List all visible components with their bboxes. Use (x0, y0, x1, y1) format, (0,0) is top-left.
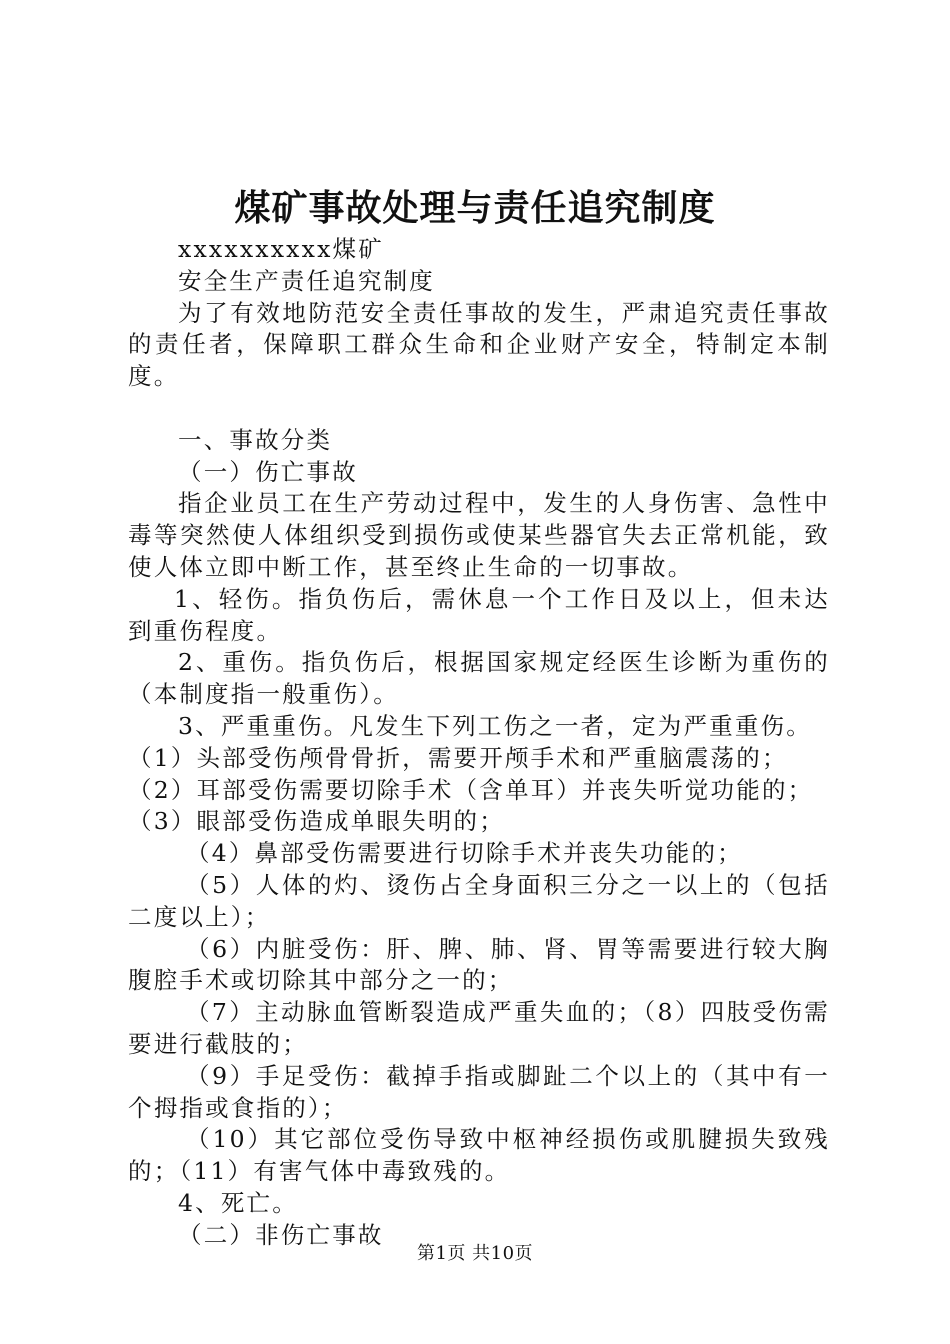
list-item-eye-injury: （3）眼部受伤造成单眼失明的； (128, 807, 505, 836)
paragraph-serious-injury: 2、重伤。指负伤后，根据国家规定经医生诊断为重伤的（本制度指一般重伤）。 (128, 648, 830, 709)
paragraph-death: 4、死亡。 (178, 1188, 298, 1217)
page-number-footer: 第1页 共10页 (416, 1243, 534, 1264)
paragraph-severe-injury: 3、严重重伤。凡发生下列工伤之一者，定为严重重伤。 (178, 711, 812, 740)
list-item-artery-limb-injury: （7）主动脉血管断裂造成严重失血的；（8）四肢受伤需要进行截肢的； (128, 998, 830, 1058)
list-item-head-injury: （1）头部受伤颅骨骨折，需要开颅手术和严重脑震荡的； (128, 743, 788, 772)
list-item-organ-injury: （6）内脏受伤：肝、脾、肺、肾、胃等需要进行较大胸腹腔手术或切除其中部分之一的； (128, 934, 830, 995)
paragraph-purpose: 为了有效地防范安全责任事故的发生，严肃追究责任事故的责任者，保障职工群众生命和企业财产安全，特制定本制度。 (128, 298, 830, 391)
list-item-nose-injury: （4）鼻部受伤需要进行切除手术并丧失功能的； (186, 839, 743, 868)
paragraph-casualty-definition: 指企业员工在生产劳动过程中，发生的人身伤害、急性中毒等突然使人体组织受到损伤或使某些器官失去正常机能，致使人体立即中断工作，甚至终止生命的一切事故。 (128, 489, 830, 581)
subheading-non-casualty-accident: （二）非伤亡事故 (178, 1220, 384, 1249)
paragraph-system-name: 安全生产责任追究制度 (178, 266, 435, 295)
list-item-ear-injury: （2）耳部受伤需要切除手术（含单耳）并丧失听觉功能的； (128, 775, 814, 804)
paragraph-mine-name: xxxxxxxxxx煤矿 (178, 235, 384, 263)
list-item-nerve-gas-injury: （10）其它部位受伤导致中枢神经损伤或肌腱损失致残的；（11）有害气体中毒致残的。 (128, 1125, 830, 1186)
subheading-casualty-accident: （一）伤亡事故 (178, 457, 358, 486)
paragraph-minor-injury: 1、轻伤。指负伤后，需休息一个工作日及以上，但未达到重伤程度。 (128, 584, 830, 645)
document-title: 煤矿事故处理与责任追究制度 (234, 187, 716, 229)
document-body (128, 234, 830, 1252)
list-item-hand-foot-injury: （9）手足受伤：截掉手指或脚趾二个以上的（其中有一个拇指或食指的）； (128, 1061, 830, 1122)
list-item-burn-injury: （5）人体的灼、烫伤占全身面积三分之一以上的（包括二度以上）； (128, 870, 830, 931)
blank-line (128, 393, 830, 425)
heading-accident-classification: 一、事故分类 (178, 425, 333, 454)
